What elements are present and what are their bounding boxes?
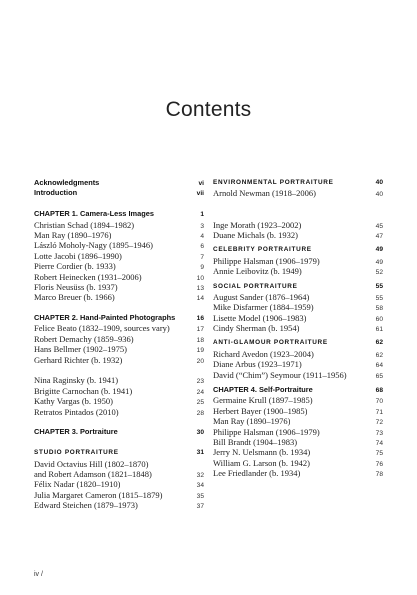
toc-chapter-title: CHAPTER 3. Portraiture [34,427,118,437]
toc-entry[interactable] [34,344,204,354]
toc-entry-title: Germaine Krull (1897–1985) [213,395,313,406]
toc-entry-title: Hans Bellmer (1902–1975) [34,344,128,355]
toc-entry[interactable] [213,313,383,323]
toc-entry-title: Diane Arbus (1923–1971) [213,359,302,370]
toc-page-number: 76 [375,460,383,468]
toc-page-number: 37 [196,503,204,511]
toc-page-number: 7 [200,253,204,261]
toc-page-number: 10 [196,274,204,282]
toc-entry-title: Introduction [34,188,78,198]
toc-entry[interactable] [213,406,383,416]
toc-entry[interactable] [213,468,383,478]
toc-entry[interactable] [34,240,204,250]
toc-page-number: 40 [375,179,383,186]
toc-entry[interactable] [34,500,204,510]
toc-section-anti-glamour-portraiture[interactable] [213,338,383,348]
toc-page-number: 28 [196,409,204,417]
toc-entry-title: Philippe Halsman (1906–1979) [213,255,320,266]
toc-chapter-1-entries [34,220,204,303]
toc-entry[interactable] [34,490,204,500]
toc-section-title: STUDIO PORTRAITURE [34,449,119,457]
toc-page-number: 31 [196,449,204,457]
toc-entry-title: Christian Schad (1894–1982) [34,219,135,230]
toc-entry-title: David (“Chim”) Seymour (1911–1956) [213,369,347,380]
toc-page-number: 64 [375,362,383,370]
toc-page-number: 75 [375,450,383,458]
toc-page-number: 47 [375,232,383,240]
toc-page-number: 1 [200,211,204,219]
toc-page-number: 19 [196,347,204,355]
toc-entry[interactable] [213,323,383,333]
toc-entry[interactable] [213,458,383,468]
toc-page-number: 65 [375,372,383,380]
toc-entry-title: William G. Larson (b. 1942) [213,457,310,468]
toc-chapter-2[interactable] [34,313,204,323]
toc-entry[interactable] [34,230,204,240]
toc-page-number: 72 [375,419,383,427]
toc-entry[interactable] [213,395,383,405]
toc-entry-title: Marco Breuer (b. 1966) [34,292,115,303]
toc-section-social-portraiture[interactable] [213,282,383,292]
toc-page-number: 45 [375,222,383,230]
toc-entry[interactable] [213,302,383,312]
toc-entry-title: Julia Margaret Cameron (1815–1879) [34,489,163,500]
toc-right-column [213,178,383,479]
toc-entry-title: Felice Beato (1832–1909, sources vary) [34,323,170,334]
toc-entry-title: László Moholy-Nagy (1895–1946) [34,240,153,251]
toc-page-number: 70 [375,398,383,406]
toc-entry-title: Man Ray (1890–1976) [34,229,112,240]
toc-entry[interactable] [34,386,204,396]
toc-entry-title: Arnold Newman (1918–2006) [213,188,316,199]
toc-entry-title: Brigitte Carnochan (b. 1941) [34,385,133,396]
toc-entry[interactable] [213,349,383,359]
toc-front-matter-acknowledgments[interactable] [34,178,204,188]
toc-entry[interactable] [34,469,204,479]
toc-anti-glamour-entries [213,349,383,380]
toc-page-number: 52 [375,269,383,277]
toc-section-title: SOCIAL PORTRAITURE [213,282,298,290]
toc-page-number: 68 [375,387,383,395]
toc-page-number: 35 [196,492,204,500]
toc-entry[interactable] [34,251,204,261]
toc-entry[interactable] [34,334,204,344]
toc-entry[interactable] [34,282,204,292]
toc-entry-title: Jerry N. Uelsmann (b. 1934) [213,447,311,458]
toc-entry[interactable] [34,355,204,365]
toc-entry-title: Kathy Vargas (b. 1950) [34,396,114,407]
toc-page-number: 23 [196,378,204,386]
toc-entry[interactable] [34,323,204,333]
toc-entry[interactable] [213,447,383,457]
toc-entry-title: Bill Brandt (1904–1983) [213,436,298,447]
toc-page-number: 6 [200,243,204,251]
toc-page-number: 14 [196,295,204,303]
toc-section-title: ENVIRONMENTAL PORTRAITURE [213,179,334,186]
toc-left-column [34,178,204,511]
toc-page-number: 71 [375,408,383,416]
page-folio: iv / [34,571,43,578]
toc-page-number: vii [196,190,204,198]
toc-entry[interactable] [213,188,383,198]
page-title: Contents [165,98,252,121]
toc-section-environmental-portraiture[interactable] [213,178,383,188]
toc-entry[interactable] [34,292,204,302]
toc-entry-title: Mike Disfarmer (1884–1959) [213,302,314,313]
toc-entry[interactable] [34,407,204,417]
toc-entry-title: Pierre Cordier (b. 1933) [34,261,116,272]
toc-entry-title: Robert Demachy (1859–936) [34,333,134,344]
toc-page-number: 78 [375,471,383,479]
toc-entry[interactable] [34,396,204,406]
toc-entry-title: Nina Raginsky (b. 1941) [34,375,119,386]
toc-page-number: 30 [196,429,204,437]
toc-entry[interactable] [34,375,204,385]
toc-page-number: 13 [196,284,204,292]
toc-chapter-title: CHAPTER 2. Hand-Painted Photographs [34,313,176,323]
toc-page-number: 55 [375,282,383,290]
toc-page-number: 34 [196,482,204,490]
toc-entry-title: Cindy Sherman (b. 1954) [213,323,300,334]
toc-entry[interactable] [34,459,204,469]
toc-section-title: CELEBRITY PORTRAITURE [213,246,312,254]
toc-entry-title: Annie Leibovitz (b. 1949) [213,266,302,277]
toc-entry[interactable] [34,220,204,230]
toc-entry-title: and Robert Adamson (1821–1848) [34,468,152,479]
toc-page-number: 40 [375,191,383,199]
toc-entry[interactable] [213,359,383,369]
toc-page-number: 16 [196,315,204,323]
toc-entry[interactable] [213,256,383,266]
toc-page-number: 61 [375,326,383,334]
toc-page-number: 74 [375,439,383,447]
toc-entry-title: Acknowledgments [34,178,100,187]
toc-entry-title: Richard Avedon (1923–2004) [213,348,314,359]
toc-entry[interactable] [34,272,204,282]
toc-page-number: 49 [375,246,383,254]
toc-entry-title: David Octavius Hill (1802–1870) [34,458,149,469]
toc-entry-title: Gerhard Richter (b. 1932) [34,354,123,365]
toc-page-number: 17 [196,326,204,334]
toc-entry-title: Retratos Pintados (2010) [34,406,119,417]
toc-entry-title: Man Ray (1890–1976) [213,416,291,427]
toc-entry-title: Herbert Bayer (1900–1985) [213,405,308,416]
toc-front-matter-introduction[interactable] [34,188,204,198]
toc-entry[interactable] [213,370,383,380]
toc-environmental-entries-b [213,220,383,241]
toc-chapter-title: CHAPTER 4. Self-Portraiture [213,385,313,395]
toc-page-number: 4 [200,232,204,240]
toc-page-number: 49 [375,258,383,266]
toc-section-title: ANTI-GLAMOUR PORTRAITURE [213,339,328,347]
toc-page-number: vi [198,180,204,187]
toc-entry-title: Duane Michals (b. 1932) [213,229,298,240]
toc-chapter-4-entries [213,395,383,478]
toc-entry[interactable] [213,427,383,437]
toc-section-celebrity-portraiture[interactable] [213,245,383,255]
toc-chapter-2-entries-a [34,323,204,365]
toc-environmental-entries-a [213,188,383,198]
toc-entry-title: Lee Friedlander (b. 1934) [213,468,301,479]
toc-entry-title: Robert Heinecken (1931–2006) [34,271,142,282]
toc-entry-title: Philippe Halsman (1906–1979) [213,426,320,437]
toc-page-number: 73 [375,429,383,437]
toc-entry[interactable] [213,220,383,230]
toc-chapter-3[interactable] [34,427,204,437]
toc-page-number: 60 [375,315,383,323]
toc-entry[interactable] [213,416,383,426]
toc-entry[interactable] [213,292,383,302]
toc-entry-title: Inge Morath (1923–2002) [213,219,302,230]
toc-chapter-title: CHAPTER 1. Camera-Less Images [34,209,154,219]
toc-entry[interactable] [213,230,383,240]
toc-chapter-1[interactable] [34,209,204,219]
toc-page-number: 62 [375,339,383,347]
toc-entry[interactable] [213,437,383,447]
toc-page-number: 9 [200,264,204,272]
toc-entry[interactable] [34,479,204,489]
toc-page-number: 3 [200,222,204,230]
toc-page-number: 25 [196,399,204,407]
toc-page-number: 58 [375,305,383,313]
toc-studio-entries [34,459,204,511]
toc-section-studio-portraiture[interactable] [34,448,204,458]
toc-chapter-2-entries-b [34,375,204,417]
toc-page-number: 32 [196,471,204,479]
toc-page-number: 55 [375,294,383,302]
toc-entry[interactable] [213,266,383,276]
toc-entry-title: Félix Nadar (1820–1910) [34,479,121,490]
toc-page-number: 20 [196,357,204,365]
toc-entry-title: Lotte Jacobi (1896–1990) [34,250,122,261]
toc-page-number: 24 [196,388,204,396]
toc-social-entries [213,292,383,334]
toc-chapter-4[interactable] [213,385,383,395]
toc-entry-title: Edward Steichen (1879–1973) [34,500,138,511]
toc-entry-title: Lisette Model (1906–1983) [213,312,307,323]
toc-entry-title: Floris Neusüss (b. 1937) [34,281,118,292]
toc-entry-title: August Sander (1876–1964) [213,291,310,302]
toc-page-number: 62 [375,351,383,359]
toc-entry[interactable] [34,261,204,271]
toc-page-number: 18 [196,336,204,344]
toc-celebrity-entries [213,256,383,277]
